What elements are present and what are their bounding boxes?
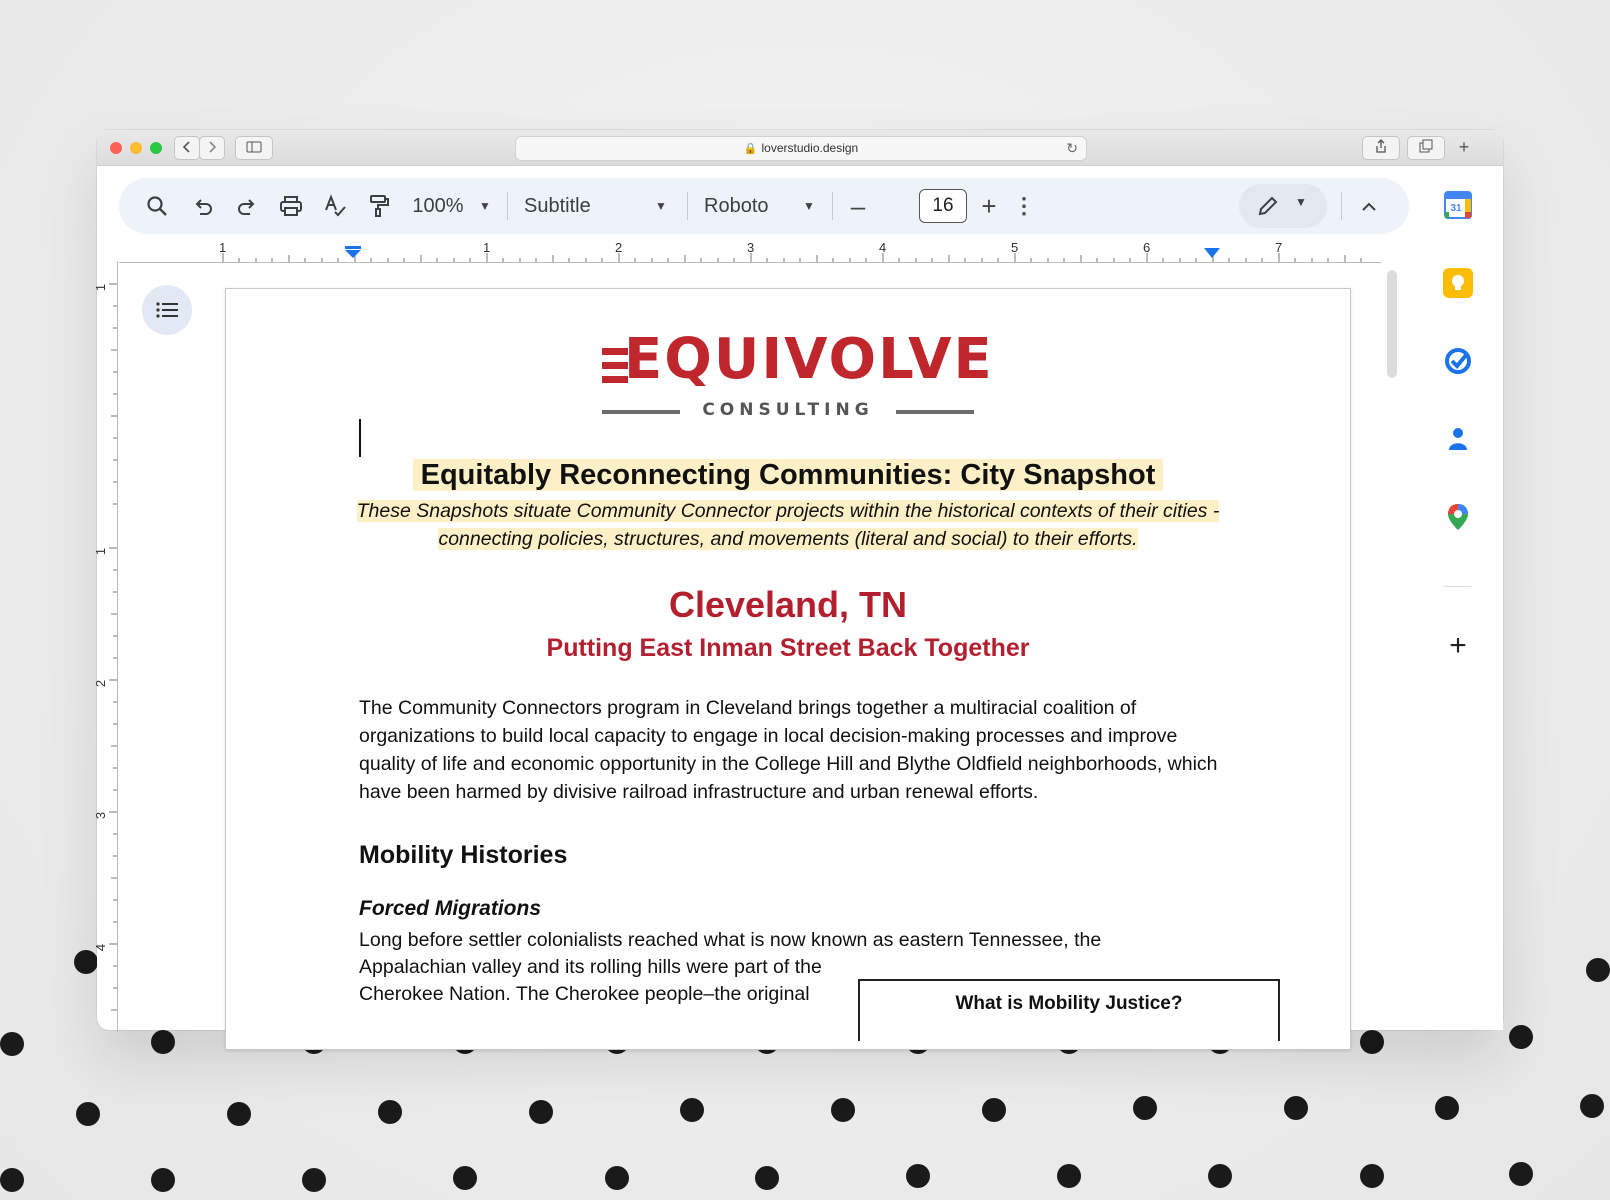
dot (755, 1166, 779, 1190)
maps-pin-icon (1443, 502, 1473, 532)
toolbar-divider (507, 192, 508, 220)
mobility-justice-box[interactable] (858, 979, 1280, 1041)
paragraph-line: Appalachian valley and its rolling hills were part of the (359, 956, 822, 978)
search-icon (146, 195, 168, 217)
zoom-dropdown-icon[interactable]: ▼ (479, 199, 491, 213)
more-vert-icon: ⋮ (1013, 193, 1035, 218)
sidebar-toggle-button[interactable] (235, 136, 273, 160)
subtitle-text: These Snapshots situate Community Connector projects within the historical contexts of their cities - connecting policies, structures, and movements (literal and social) to their efforts. (356, 500, 1220, 550)
more-options-button[interactable] (1009, 178, 1039, 234)
ruler-label: 1 (483, 240, 491, 255)
dot (1133, 1096, 1157, 1120)
style-dropdown-icon[interactable]: ▼ (655, 199, 667, 213)
spelling-check-button[interactable] (315, 178, 355, 234)
dot (378, 1100, 402, 1124)
address-bar[interactable] (515, 136, 1087, 161)
calendar-icon (1443, 190, 1473, 220)
dot (1360, 1030, 1384, 1054)
ruler-label: 1 (219, 240, 227, 255)
font-dropdown-icon[interactable]: ▼ (803, 199, 815, 213)
ruler-label: 1 (93, 283, 109, 292)
subsection-heading[interactable]: Forced Migrations (359, 897, 542, 920)
dot (1586, 958, 1610, 982)
ruler-label: 3 (747, 240, 755, 255)
tasks-app-button[interactable] (1443, 346, 1473, 376)
ruler-label: 5 (1011, 240, 1019, 255)
document-page[interactable] (225, 288, 1351, 1050)
keep-app-button[interactable] (1443, 268, 1473, 298)
lock-icon: 🔒 (743, 143, 758, 155)
city-subheading[interactable]: Putting East Inman Street Back Together (546, 634, 1030, 662)
section-heading[interactable]: Mobility Histories (359, 841, 568, 869)
zoom-window-button[interactable] (150, 142, 162, 154)
box-title: What is Mobility Justice? (955, 993, 1183, 1014)
ruler-label: 3 (93, 811, 109, 820)
dot (1509, 1025, 1533, 1049)
chevron-left-icon (182, 141, 192, 153)
toolbar-divider (1341, 192, 1342, 220)
dot (1509, 1162, 1533, 1186)
dot (151, 1030, 175, 1054)
side-panel (1419, 178, 1503, 1030)
sidebar-icon (246, 141, 262, 153)
undo-icon (192, 195, 214, 217)
reload-icon[interactable]: ↻ (1066, 140, 1078, 156)
ruler-label: 2 (615, 240, 623, 255)
ruler-label: 4 (93, 943, 109, 952)
minimize-window-button[interactable] (130, 142, 142, 154)
dot (76, 1102, 100, 1126)
chevron-right-icon (207, 141, 217, 153)
share-button[interactable] (1362, 136, 1400, 160)
font-value[interactable]: Roboto (704, 195, 769, 217)
city-heading[interactable]: Cleveland, TN (668, 584, 908, 625)
ruler-ticks (97, 262, 119, 1032)
print-button[interactable] (271, 178, 311, 234)
docs-toolbar (119, 178, 1409, 234)
horizontal-ruler (119, 240, 1381, 263)
contacts-app-button[interactable] (1443, 424, 1473, 454)
get-add-ons-button[interactable] (1443, 629, 1473, 662)
dot (227, 1102, 251, 1126)
font-size-input[interactable]: 16 (919, 189, 967, 223)
dot (74, 950, 98, 974)
dot (0, 1032, 24, 1056)
dot (151, 1168, 175, 1192)
calendar-app-button[interactable] (1443, 190, 1473, 220)
browser-titlebar (97, 130, 1503, 166)
text-cursor (359, 419, 361, 457)
keep-icon (1443, 268, 1473, 298)
plus-icon: + (1449, 629, 1467, 662)
panel-divider (1443, 586, 1471, 587)
spellcheck-icon (323, 194, 347, 218)
right-indent-marker[interactable] (1204, 248, 1220, 258)
ruler-label: 7 (1275, 240, 1283, 255)
dot (1360, 1164, 1384, 1188)
dot (0, 1168, 24, 1192)
body-paragraph[interactable]: The Community Connectors program in Cleveland brings together a multiracial coalition of organizations to build local capacity to engage in local decision-making processes and improve quality of life and economic opportunity in the College Hill and Blythe Oldfield neighborhoods, which have been harmed by divisive railroad infrastructure and urban renewal efforts. (359, 697, 1218, 803)
dot (831, 1098, 855, 1122)
ruler-label: 2 (93, 679, 109, 688)
dot (680, 1098, 704, 1122)
title-text: Equitably Reconnecting Communities: City Snapshot (413, 459, 1164, 491)
pencil-icon (1257, 195, 1279, 217)
dot (1284, 1096, 1308, 1120)
logo-wordmark: EQUIVOLVE (624, 327, 994, 392)
undo-button[interactable] (183, 178, 223, 234)
plus-icon: + (1458, 137, 1470, 157)
document-outline-button[interactable] (142, 285, 192, 335)
close-window-button[interactable] (110, 142, 122, 154)
url-text: loverstudio.design (761, 141, 859, 155)
paragraph-line: Cherokee Nation. The Cherokee people–the original (359, 983, 810, 1005)
dot (453, 1166, 477, 1190)
vertical-ruler (93, 262, 119, 1032)
dot (1580, 1094, 1604, 1118)
logo-subtitle: CONSULTING (702, 400, 874, 420)
decrease-font-size-button[interactable] (843, 178, 873, 234)
list-icon (156, 302, 178, 318)
chevron-down-icon: ▼ (1295, 195, 1307, 209)
calendar-day: 31 (1450, 203, 1462, 214)
dot (1208, 1164, 1232, 1188)
forward-button[interactable] (199, 136, 225, 160)
paragraph-line: Long before settler colonialists reached what is now known as eastern Tennessee, the (359, 929, 1102, 951)
dot (1057, 1164, 1081, 1188)
vertical-scrollbar[interactable] (1387, 270, 1397, 378)
paint-format-button[interactable] (359, 178, 399, 234)
tasks-icon (1443, 346, 1473, 376)
ruler-label: 1 (93, 547, 109, 556)
document-title[interactable] (226, 459, 1350, 492)
toolbar-divider (832, 192, 833, 220)
dot (906, 1164, 930, 1188)
dot (529, 1100, 553, 1124)
dot (605, 1166, 629, 1190)
browser-window (93, 130, 1503, 1030)
editing-mode-button[interactable] (1239, 184, 1327, 228)
ruler-label: 6 (1143, 240, 1151, 255)
dot (982, 1098, 1006, 1122)
left-indent-marker[interactable] (344, 246, 362, 258)
hide-menus-button[interactable] (1354, 178, 1384, 234)
print-icon (279, 195, 303, 217)
chevron-up-icon (1361, 202, 1377, 212)
style-value[interactable]: Subtitle (524, 195, 591, 217)
back-button[interactable] (174, 136, 200, 160)
maps-app-button[interactable] (1443, 502, 1473, 532)
dot (302, 1168, 326, 1192)
toolbar-divider (687, 192, 688, 220)
share-icon (1374, 139, 1388, 153)
dot (1435, 1096, 1459, 1120)
tabs-icon (1419, 139, 1433, 153)
ruler-label: 4 (879, 240, 887, 255)
new-tab-button[interactable] (1453, 136, 1475, 158)
contacts-icon (1443, 424, 1473, 454)
minus-icon: – (850, 191, 866, 221)
paint-format-icon (368, 194, 390, 218)
increase-font-size-button[interactable] (974, 178, 1004, 234)
tabs-overview-button[interactable] (1407, 136, 1445, 160)
company-logo (602, 324, 994, 420)
document-subtitle[interactable] (356, 497, 1220, 553)
redo-icon (236, 195, 258, 217)
plus-icon: + (981, 191, 997, 221)
redo-button[interactable] (227, 178, 267, 234)
zoom-value[interactable]: 100% (412, 195, 464, 217)
search-menus-button[interactable] (137, 178, 177, 234)
